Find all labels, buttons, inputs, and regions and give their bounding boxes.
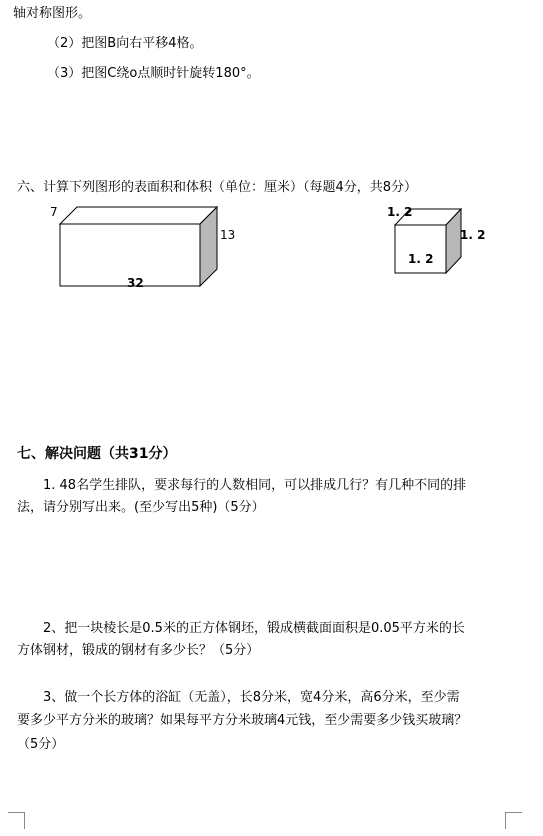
cube-side-label: 1. 2 [460, 228, 486, 242]
section-7-heading: 七、解决问题（共31分） [17, 446, 177, 462]
question-2-line-2: 方体钢材，锻成的钢材有多少长？（5分） [17, 643, 260, 658]
question-3-line-1: 3、做一个长方体的浴缸（无盖），长8分米，宽4分米，高6分米，至少需 [43, 690, 460, 705]
question-3-line-2: 要多少平方分米的玻璃？如果每平方分米玻璃4元钱，至少需要多少钱买玻璃？ [17, 713, 468, 728]
question-1-line-2: 法，请分别写出来。(至少写出5种)（5分） [17, 500, 265, 515]
cuboid-top-face [60, 207, 217, 224]
text-line-rotate-c: （3）把图C绕o点顺时针旋转180°。 [47, 66, 260, 81]
cube-front-label: 1. 2 [408, 252, 434, 266]
question-1-line-1: 1. 48名学生排队，要求每行的人数相同，可以排成几行？有几种不同的排 [43, 478, 467, 493]
page-corner-mark-right [505, 812, 522, 829]
text-line-translate-b: （2）把图B向右平移4格。 [47, 36, 203, 51]
cuboid-length-label: 32 [127, 276, 144, 290]
text-line-axis-symmetry: 轴对称图形。 [13, 6, 92, 21]
cuboid-width-label: 7 [50, 205, 58, 219]
page-corner-mark-left [8, 812, 25, 829]
question-3-line-3: （5分） [17, 737, 65, 752]
cube-top-label: 1. 2 [387, 205, 413, 219]
section-6-heading: 六、计算下列图形的表面积和体积（单位：厘米）（每题4分，共8分） [17, 180, 418, 195]
cuboid-height-label: 13 [220, 228, 236, 242]
cuboid-figure [55, 203, 235, 288]
question-2-line-1: 2、把一块棱长是0.5米的正方体钢坯，锻成横截面面积是0.05平方米的长 [43, 621, 465, 636]
